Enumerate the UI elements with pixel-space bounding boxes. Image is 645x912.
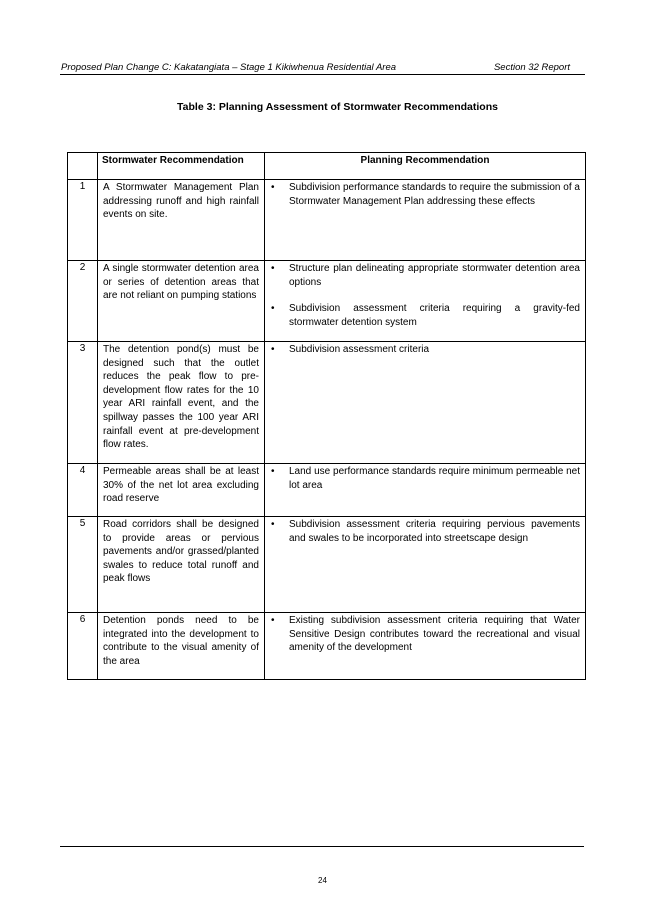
row-number: 1 — [68, 180, 98, 261]
row-number: 2 — [68, 261, 98, 342]
planning-item-text: Structure plan delineating appropriate stormwater detention area options — [289, 263, 580, 288]
stormwater-assessment-table — [67, 152, 586, 680]
document-title: Proposed Plan Change C: Kakatangiata – Stage 1 Kikiwhenua Residential Area — [61, 62, 397, 73]
stormwater-recommendation-cell: Road corridors shall be designed to provide areas or pervious pavements and/or grassed/planted swales to reduce total runoff and peak flows — [98, 517, 265, 613]
bullet-icon: • — [271, 615, 275, 626]
planning-item-text: Subdivision assessment criteria — [289, 344, 430, 355]
planning-item — [269, 465, 580, 492]
planning-recommendation-cell — [265, 342, 586, 464]
table-row — [68, 613, 586, 680]
planning-item — [269, 518, 580, 545]
bullet-icon: • — [271, 466, 275, 477]
header-number — [68, 153, 98, 180]
planning-item — [269, 262, 580, 289]
table-row — [68, 517, 586, 613]
header-stormwater-recommendation: Stormwater Recommendation — [98, 153, 265, 180]
planning-item — [269, 343, 580, 357]
planning-list — [269, 343, 580, 357]
planning-recommendation-cell — [265, 517, 586, 613]
planning-list — [269, 465, 580, 492]
planning-item — [269, 302, 580, 329]
bullet-icon: • — [271, 182, 275, 193]
table-row — [68, 464, 586, 517]
planning-recommendation-cell — [265, 613, 586, 680]
planning-item-text: Subdivision performance standards to require the submission of a Stormwater Management Plan addressing these effects — [289, 182, 580, 207]
stormwater-recommendation-cell: A Stormwater Management Plan addressing runoff and high rainfall events on site. — [98, 180, 265, 261]
page-number: 24 — [318, 876, 327, 885]
planning-item-text: Subdivision assessment criteria requiring a gravity-fed stormwater detention system — [289, 303, 580, 328]
row-number: 6 — [68, 613, 98, 680]
header-planning-recommendation: Planning Recommendation — [265, 153, 586, 180]
stormwater-recommendation-cell: Detention ponds need to be integrated into the development to contribute to the visual amenity of the area — [98, 613, 265, 680]
planning-list — [269, 262, 580, 329]
planning-item-text: Subdivision assessment criteria requiring pervious pavements and swales to be incorporated into streetscape design — [289, 519, 580, 544]
bullet-icon: • — [271, 344, 275, 355]
stormwater-recommendation-cell: The detention pond(s) must be designed such that the outlet reduces the peak flow to pre-development flow rates for the 10 year ARI rainfall event, and the spillway passes the 100 year ARI rainfall event at pre-development flow rates. — [98, 342, 265, 464]
table-header-row — [68, 153, 586, 180]
planning-recommendation-cell — [265, 464, 586, 517]
row-number: 3 — [68, 342, 98, 464]
stormwater-recommendation-cell: Permeable areas shall be at least 30% of the net lot area excluding road reserve — [98, 464, 265, 517]
planning-recommendation-cell — [265, 261, 586, 342]
planning-list — [269, 518, 580, 545]
table-caption: Table 3: Planning Assessment of Stormwater Recommendations — [177, 101, 498, 113]
row-number: 4 — [68, 464, 98, 517]
planning-list — [269, 181, 580, 208]
table-row — [68, 261, 586, 342]
bullet-icon: • — [271, 303, 275, 315]
bullet-icon: • — [271, 519, 275, 530]
planning-item — [269, 614, 580, 655]
footer-divider — [60, 846, 584, 847]
page-header — [60, 60, 585, 75]
row-number: 5 — [68, 517, 98, 613]
planning-item-text: Existing subdivision assessment criteria requiring that Water Sensitive Design contributes toward the recreational and visual amenity of the development — [289, 615, 580, 654]
table-row — [68, 180, 586, 261]
planning-list — [269, 614, 580, 655]
planning-item-text: Land use performance standards require minimum permeable net lot area — [289, 466, 580, 491]
planning-item — [269, 181, 580, 208]
section-label: Section 32 Report — [493, 62, 570, 73]
bullet-icon: • — [271, 263, 275, 274]
stormwater-recommendation-cell: A single stormwater detention area or series of detention areas that are not reliant on pumping stations — [98, 261, 265, 342]
table-row — [68, 342, 586, 464]
planning-recommendation-cell — [265, 180, 586, 261]
